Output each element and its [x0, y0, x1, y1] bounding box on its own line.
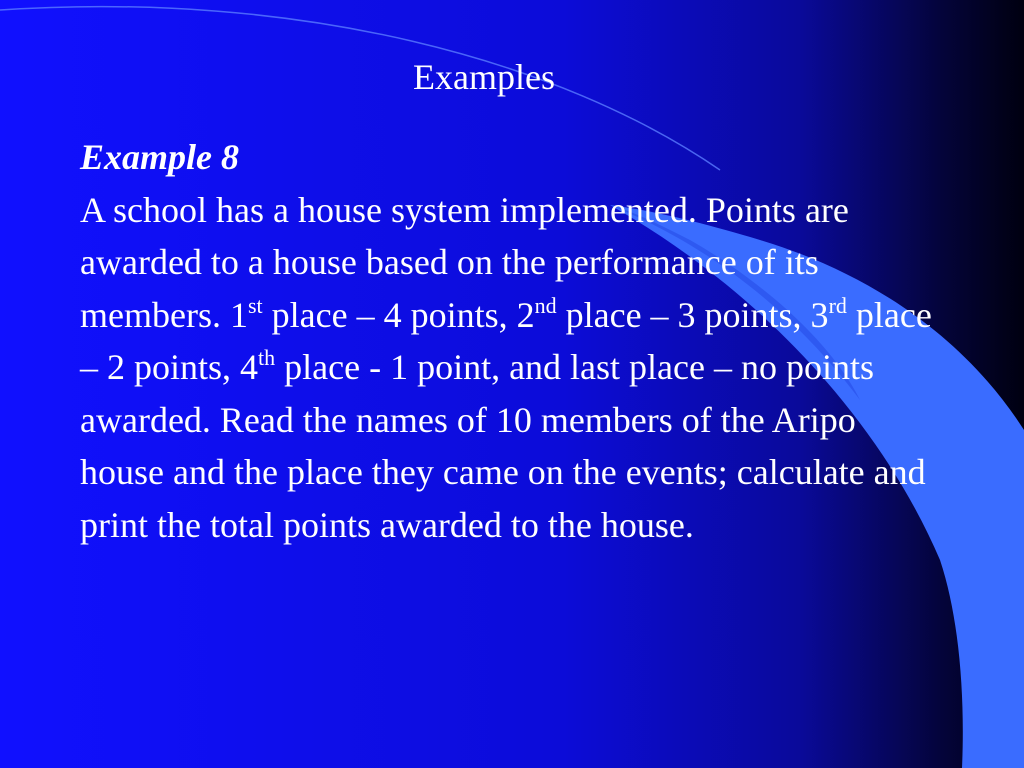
- example-body: [80, 131, 940, 551]
- ordinal-suffix-th: th: [258, 345, 276, 370]
- ordinal-suffix-nd: nd: [534, 292, 557, 318]
- paragraph-text-4: place – 2 points, 4: [80, 294, 932, 387]
- paragraph-text-2: place – 4 points, 2: [262, 294, 535, 335]
- ordinal-suffix-st: st: [247, 292, 263, 318]
- paragraph-text-1: A school has a house system implemented. Points are awarded to a house based on the performance of its members. 1: [80, 189, 849, 335]
- ordinal-suffix-rd: rd: [828, 292, 847, 318]
- paragraph-text-3: place – 3 points, 3: [556, 294, 829, 335]
- slide-title: Examples: [413, 57, 555, 97]
- paragraph-text-5: place - 1 point, and last place – no points awarded. Read the names of 10 members of the Aripo house and the place they came on the events; calculate and print the total points awarded to the house.: [80, 347, 926, 545]
- example-heading: Example 8: [80, 137, 239, 177]
- example-paragraph: [80, 190, 932, 545]
